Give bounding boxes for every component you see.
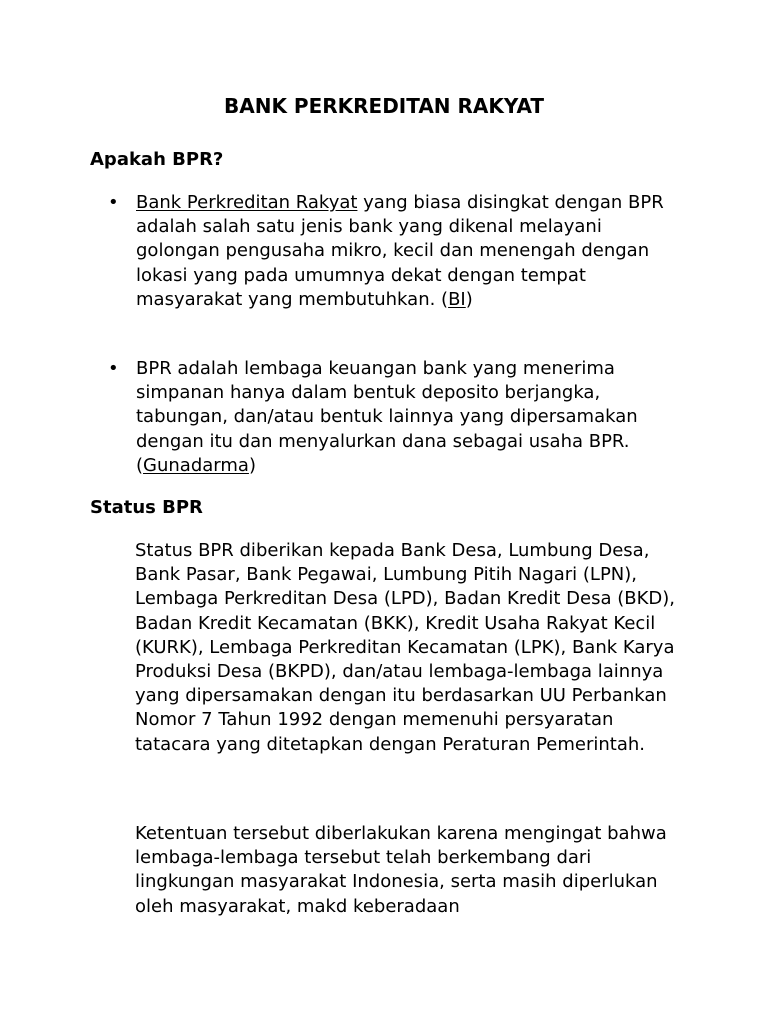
section-heading-status-bpr: Status BPR — [90, 497, 203, 518]
bullet-text — [136, 357, 686, 478]
section-heading-apakah-bpr: Apakah BPR? — [90, 149, 224, 170]
bank-perkreditan-rakyat-link[interactable]: Bank Perkreditan Rakyat — [136, 192, 358, 213]
bullet-text — [136, 191, 686, 312]
gunadarma-source-link[interactable]: Gunadarma — [143, 454, 249, 476]
bi-source-link[interactable]: BI — [448, 288, 466, 310]
bullet-icon: • — [108, 192, 119, 213]
closing-paren: ) — [248, 454, 256, 476]
bullet-body-text: yang biasa disingkat dengan BPR adalah salah satu jenis bank yang dikenal melayani golongan pengusaha mikro, kecil dan menengah dengan lokasi yang pada umumnya dekat dengan tempat masyarakat yang membutuhkan. ( — [136, 192, 664, 310]
closing-paren: ) — [465, 288, 473, 310]
status-paragraph: Status BPR diberikan kepada Bank Desa, Lumbung Desa, Bank Pasar, Bank Pegawai, Lumbung Pitih Nagari (LPN), Lembaga Perkreditan Desa (LPD), Badan Kredit Desa (BKD), Badan Kredit Kecamatan (BKK), Kredit Usaha Rakyat Kecil (KURK), Lembaga Perkreditan Kecamatan (LPK), Bank Karya Produksi Desa (BKPD), dan/atau lembaga-lembaga lainnya yang dipersamakan dengan itu berdasarkan UU Perbankan Nomor 7 Tahun 1992 dengan memenuhi persyaratan tatacara yang ditetapkan dengan Peraturan Pemerintah. — [135, 540, 675, 755]
document-title: BANK PERKREDITAN RAKYAT — [223, 94, 545, 118]
bullet-icon: • — [108, 358, 119, 379]
ketentuan-paragraph: Ketentuan tersebut diberlakukan karena mengingat bahwa lembaga-lembaga tersebut telah berkembang dari lingkungan masyarakat Indonesia, serta masih diperlukan oleh masyarakat, makd keberadaan — [135, 823, 667, 917]
bullet-body-text: BPR adalah lembaga keuangan bank yang menerima simpanan hanya dalam bentuk deposito berjangka, tabungan, dan/atau bentuk lainnya yang dipersamakan dengan itu dan menyalurkan dana sebagai usaha BPR. ( — [136, 358, 638, 476]
